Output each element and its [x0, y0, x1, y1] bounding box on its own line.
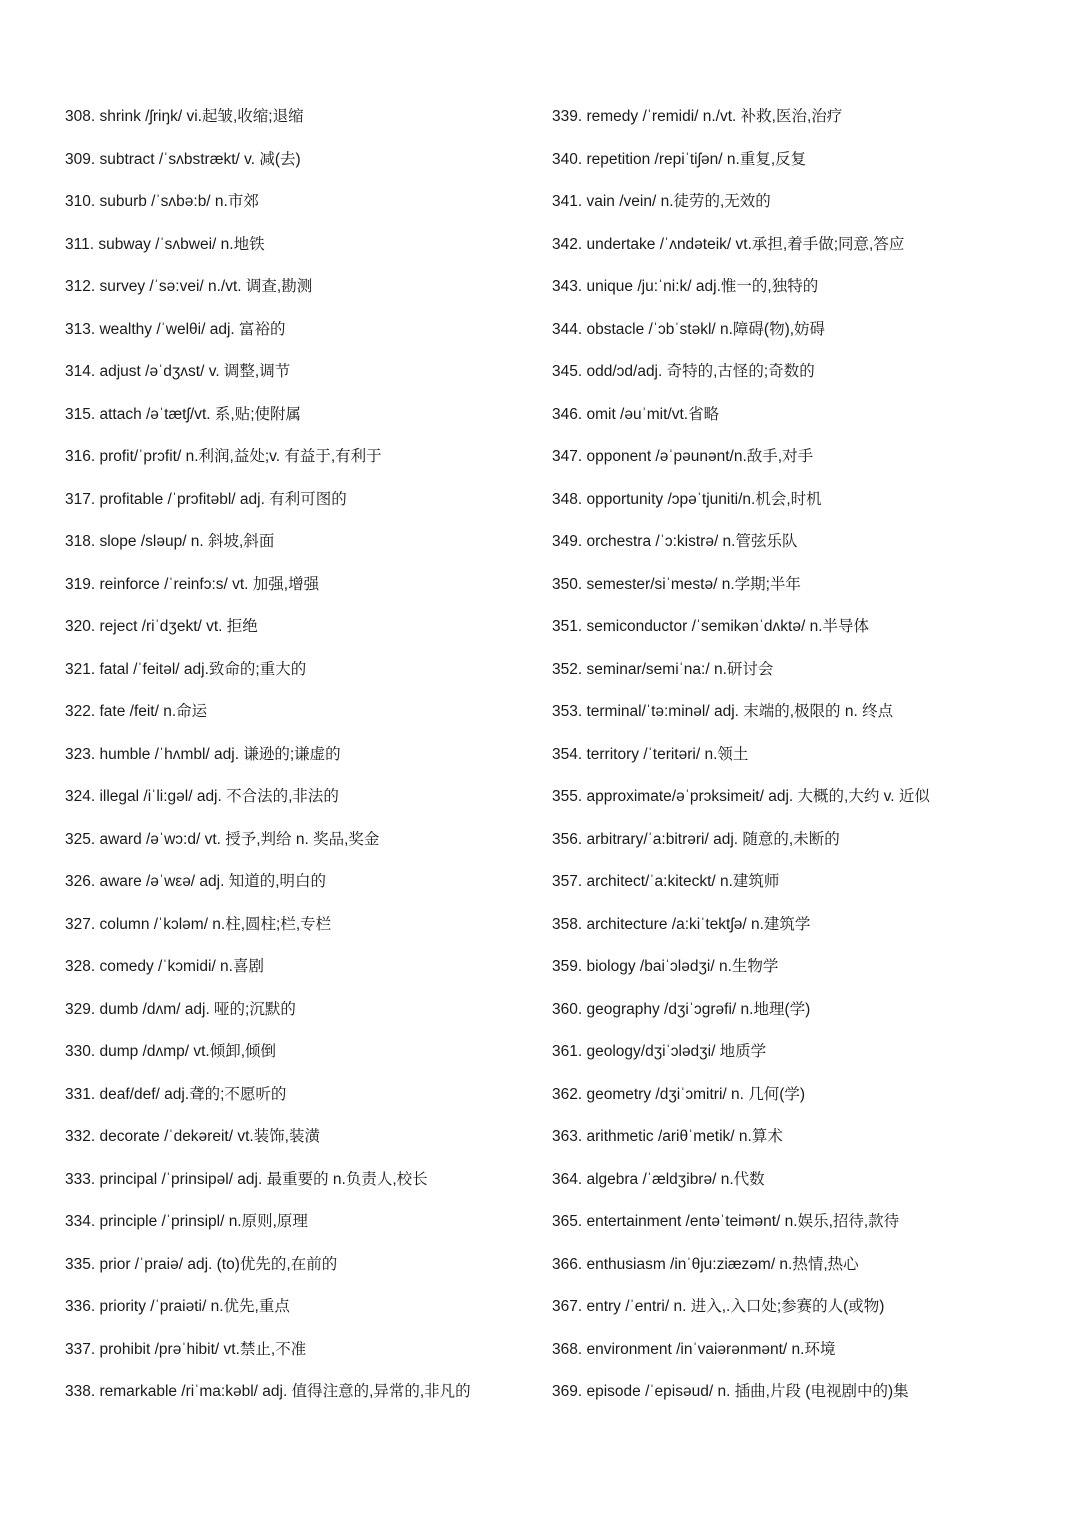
vocabulary-entry: 356. arbitrary/ˈa:bitrəri/ adj. 随意的,未断的 — [552, 830, 840, 848]
vocabulary-entry: 330. dump /dʌmp/ vt.倾卸,倾倒 — [65, 1043, 277, 1060]
vocabulary-entry: 345. odd/ɔd/adj. 奇特的,古怪的;奇数的 — [552, 363, 815, 380]
vocabulary-entry: 326. aware /əˈwεə/ adj. 知道的,明白的 — [65, 873, 327, 890]
vocabulary-entry: 331. deaf/def/ adj.聋的;不愿听的 — [65, 1085, 287, 1103]
vocabulary-entry: 321. fatal /ˈfeitəl/ adj.致命的;重大的 — [65, 660, 307, 678]
vocabulary-entry: 351. semiconductor /ˈsemikənˈdʌktə/ n.半导体 — [552, 618, 870, 635]
vocabulary-entry: 366. enthusiasm /inˈθju:ziæzəm/ n.热情,热心 — [552, 1255, 859, 1273]
vocabulary-entry: 329. dumb /dʌm/ adj. 哑的;沉默的 — [65, 1000, 296, 1018]
vocabulary-entry: 335. prior /ˈpraiə/ adj. (to)优先的,在前的 — [65, 1255, 338, 1273]
vocabulary-entry: 369. episode /ˈepisəud/ n. 插曲,片段 (电视剧中的)集 — [552, 1383, 909, 1400]
vocabulary-entry: 316. profit/ˈprɔfit/ n.利润,益处;v. 有益于,有利于 — [65, 448, 382, 465]
vocabulary-entry: 320. reject /riˈdʒekt/ vt. 拒绝 — [65, 618, 258, 635]
vocabulary-entry: 339. remedy /ˈremidi/ n./vt. 补救,医治,治疗 — [552, 108, 843, 125]
vocabulary-entry: 338. remarkable /riˈma:kəbl/ adj. 值得注意的,异常的,非凡的 — [65, 1383, 471, 1400]
vocabulary-entry: 327. column /ˈkɔləm/ n.柱,圆柱;栏,专栏 — [65, 915, 332, 933]
vocabulary-entry: 310. suburb /ˈsʌbə:b/ n.市郊 — [65, 193, 259, 210]
vocabulary-entry: 354. territory /ˈteritəri/ n.领土 — [552, 745, 749, 763]
vocabulary-entry: 361. geology/dʒiˈɔlədʒi/ 地质学 — [552, 1043, 767, 1060]
vocabulary-entry: 359. biology /baiˈɔlədʒi/ n.生物学 — [552, 958, 779, 975]
vocabulary-entry: 347. opponent /əˈpəunənt/n.敌手,对手 — [552, 448, 814, 465]
vocabulary-entry: 312. survey /ˈsə:vei/ n./vt. 调查,勘测 — [65, 278, 313, 295]
vocabulary-column-left — [65, 103, 535, 1421]
vocabulary-entry: 346. omit /əuˈmit/vt.省略 — [552, 405, 720, 423]
vocabulary-entry: 367. entry /ˈentri/ n. 进入,.入口处;参赛的人(或物) — [552, 1298, 885, 1315]
vocabulary-entry: 352. seminar/semiˈna:/ n.研讨会 — [552, 660, 774, 678]
vocabulary-entry: 313. wealthy /ˈwelθi/ adj. 富裕的 — [65, 320, 286, 338]
vocabulary-entry: 353. terminal/ˈtə:minəl/ adj. 末端的,极限的 n. 终点 — [552, 703, 894, 720]
vocabulary-entry: 337. prohibit /prəˈhibit/ vt.禁止,不准 — [65, 1340, 307, 1358]
vocabulary-entry: 362. geometry /dʒiˈɔmitri/ n. 几何(学) — [552, 1085, 806, 1103]
vocabulary-entry: 342. undertake /ˈʌndəteik/ vt.承担,着手做;同意,答应 — [552, 235, 905, 253]
vocabulary-entry: 328. comedy /ˈkɔmidi/ n.喜剧 — [65, 958, 264, 975]
vocabulary-entry: 348. opportunity /ɔpəˈtjuniti/n.机会,时机 — [552, 490, 822, 508]
vocabulary-entry: 324. illegal /iˈli:gəl/ adj. 不合法的,非法的 — [65, 788, 339, 805]
vocabulary-entry: 311. subway /ˈsʌbwei/ n.地铁 — [65, 235, 265, 253]
vocabulary-entry: 314. adjust /əˈdʒʌst/ v. 调整,调节 — [65, 363, 291, 380]
vocabulary-entry: 341. vain /vein/ n.徒劳的,无效的 — [552, 193, 771, 210]
vocabulary-entry: 365. entertainment /entəˈteimənt/ n.娱乐,招待,款待 — [552, 1213, 900, 1230]
vocabulary-entry: 333. principal /ˈprinsipəl/ adj. 最重要的 n.负责人,校长 — [65, 1170, 428, 1188]
vocabulary-entry: 318. slope /sləup/ n. 斜坡,斜面 — [65, 533, 275, 550]
vocabulary-entry: 322. fate /feit/ n.命运 — [65, 703, 208, 720]
vocabulary-entry: 364. algebra /ˈældʒibrə/ n.代数 — [552, 1170, 765, 1188]
vocabulary-entry: 309. subtract /ˈsʌbstrækt/ v. 减(去) — [65, 150, 301, 168]
vocabulary-entry: 349. orchestra /ˈɔ:kistrə/ n.管弦乐队 — [552, 533, 798, 550]
vocabulary-entry: 344. obstacle /ˈɔbˈstəkl/ n.障碍(物),妨碍 — [552, 320, 826, 338]
vocabulary-entry: 334. principle /ˈprinsipl/ n.原则,原理 — [65, 1213, 308, 1230]
vocabulary-entry: 360. geography /dʒiˈɔgrəfi/ n.地理(学) — [552, 1000, 811, 1018]
vocabulary-entry: 363. arithmetic /ariθˈmetik/ n.算术 — [552, 1128, 783, 1145]
vocabulary-entry: 343. unique /ju:ˈni:k/ adj.惟一的,独特的 — [552, 278, 819, 295]
vocabulary-entry: 340. repetition /repiˈtiʃən/ n.重复,反复 — [552, 150, 807, 168]
vocabulary-entry: 336. priority /ˈpraiəti/ n.优先,重点 — [65, 1298, 290, 1315]
vocabulary-entry: 357. architect/ˈa:kiteckt/ n.建筑师 — [552, 873, 780, 890]
vocabulary-entry: 332. decorate /ˈdekəreit/ vt.装饰,装潢 — [65, 1128, 320, 1145]
vocabulary-entry: 319. reinforce /ˈreinfɔ:s/ vt. 加强,增强 — [65, 575, 320, 593]
vocabulary-column-right — [552, 103, 1022, 1421]
vocabulary-entry: 323. humble /ˈhʌmbl/ adj. 谦逊的;谦虚的 — [65, 745, 341, 763]
vocabulary-entry: 350. semester/siˈmestə/ n.学期;半年 — [552, 575, 801, 593]
vocabulary-entry: 358. architecture /a:kiˈtektʃə/ n.建筑学 — [552, 915, 811, 933]
vocabulary-entry: 308. shrink /ʃriŋk/ vi.起皱,收缩;退缩 — [65, 108, 304, 125]
vocabulary-entry: 317. profitable /ˈprɔfitəbl/ adj. 有利可图的 — [65, 490, 347, 508]
vocabulary-entry: 325. award /əˈwɔ:d/ vt. 授予,判给 n. 奖品,奖金 — [65, 830, 380, 848]
vocabulary-entry: 368. environment /inˈvaiərənmənt/ n.环境 — [552, 1340, 836, 1358]
vocabulary-entry: 355. approximate/əˈprɔksimeit/ adj. 大概的,大约 v. 近似 — [552, 788, 930, 805]
vocabulary-entry: 315. attach /əˈtætʃ/vt. 系,贴;使附属 — [65, 405, 302, 423]
